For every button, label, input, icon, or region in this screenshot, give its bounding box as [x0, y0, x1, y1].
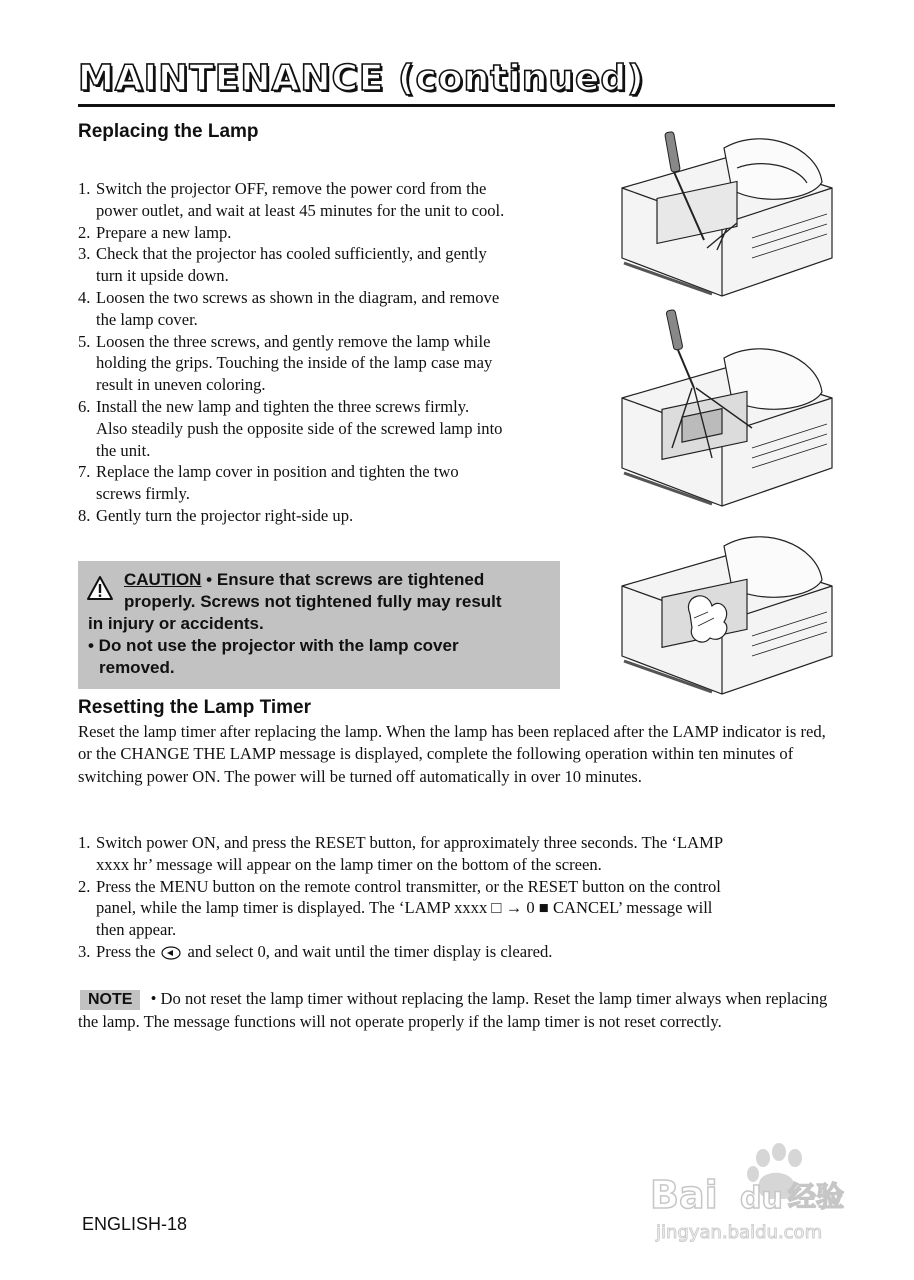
svg-text:du: du	[740, 1181, 783, 1216]
replacing-lamp-heading: Replacing the Lamp	[78, 121, 259, 142]
list-item: 1. Switch the projector OFF, remove the power cord from the power outlet, and wait at least 45 minutes for the unit to cool.	[78, 179, 505, 220]
projector-lamp-removal-hand-illustration	[612, 518, 840, 696]
svg-text:Bai: Bai	[650, 1173, 718, 1217]
caution-line-5: removed.	[99, 658, 175, 677]
svg-text:jingyan.baidu.com: jingyan.baidu.com	[656, 1222, 823, 1243]
caution-line-4: • Do not use the projector with the lamp cover	[88, 636, 459, 655]
list-item: 5. Loosen the three screws, and gently remove the lamp while holding the grips. Touching the inside of the lamp case may result in uneven coloring.	[78, 331, 493, 395]
svg-text:经验: 经验	[788, 1180, 845, 1213]
list-item: 3. Check that the projector has cooled sufficiently, and gently turn it upside down.	[78, 244, 487, 286]
projector-lamp-screws-illustration	[612, 308, 840, 508]
list-item: 6. Install the new lamp and tighten the three screws firmly. Also steadily push the opposite side of the screwed lamp into the unit.	[78, 396, 503, 460]
caution-label: CAUTION	[124, 570, 202, 589]
reset-timer-steps	[78, 832, 848, 963]
page-number: ENGLISH-18	[82, 1214, 188, 1234]
replacing-lamp-steps	[78, 178, 588, 527]
list-item: 3. Press the and select 0, and wait until the timer display is cleared.	[78, 941, 553, 961]
list-item: 2. Prepare a new lamp.	[78, 222, 232, 242]
title-rule	[78, 104, 835, 107]
baidu-jingyan-watermark	[648, 1140, 868, 1250]
note-label: NOTE	[80, 990, 140, 1010]
note-paragraph: NOTE • Do not reset the lamp timer without replacing the lamp. Reset the lamp timer always when replacing the lamp. The message functions will not operate properly if the lamp timer is not reset correctly.	[78, 989, 828, 1031]
resetting-lamp-timer-heading: Resetting the Lamp Timer	[78, 697, 311, 718]
page-title: MAINTENANCE (continued)	[78, 58, 645, 99]
caution-line-2: properly. Screws not tightened fully may result	[124, 592, 502, 611]
caution-box	[78, 561, 560, 689]
warning-triangle-icon	[86, 575, 114, 601]
list-item: 4. Loosen the two screws as shown in the diagram, and remove the lamp cover.	[78, 287, 500, 329]
list-item: 1. Switch power ON, and press the RESET button, for approximately three seconds. The ‘LAMP xxxx hr’ message will appear on the lamp timer on the bottom of the screen.	[78, 833, 724, 874]
list-item: 8. Gently turn the projector right-side up.	[78, 505, 354, 525]
caution-line-1: CAUTION • Ensure that screws are tightened	[124, 570, 485, 589]
left-arrow-key-icon	[161, 946, 181, 960]
list-item: 7. Replace the lamp cover in position and tighten the two screws firmly.	[78, 462, 459, 504]
caution-line-3: in injury or accidents.	[88, 614, 264, 633]
projector-screwdriver-cover-illustration	[612, 128, 840, 304]
list-item: 2. Press the MENU button on the remote control transmitter, or the RESET button on the control panel, while the lamp timer is displayed. The ‘LAMP xxxx □ → 0 ■ CANCEL’ message will then appear.	[78, 876, 721, 940]
reset-intro-paragraph: Reset the lamp timer after replacing the lamp. When the lamp has been replaced after the LAMP indicator is red, or the CHANGE THE LAMP message is displayed, complete the following operation within ten minutes of switching power ON. The power will be turned off automatically in over 10 minutes.	[78, 722, 826, 786]
